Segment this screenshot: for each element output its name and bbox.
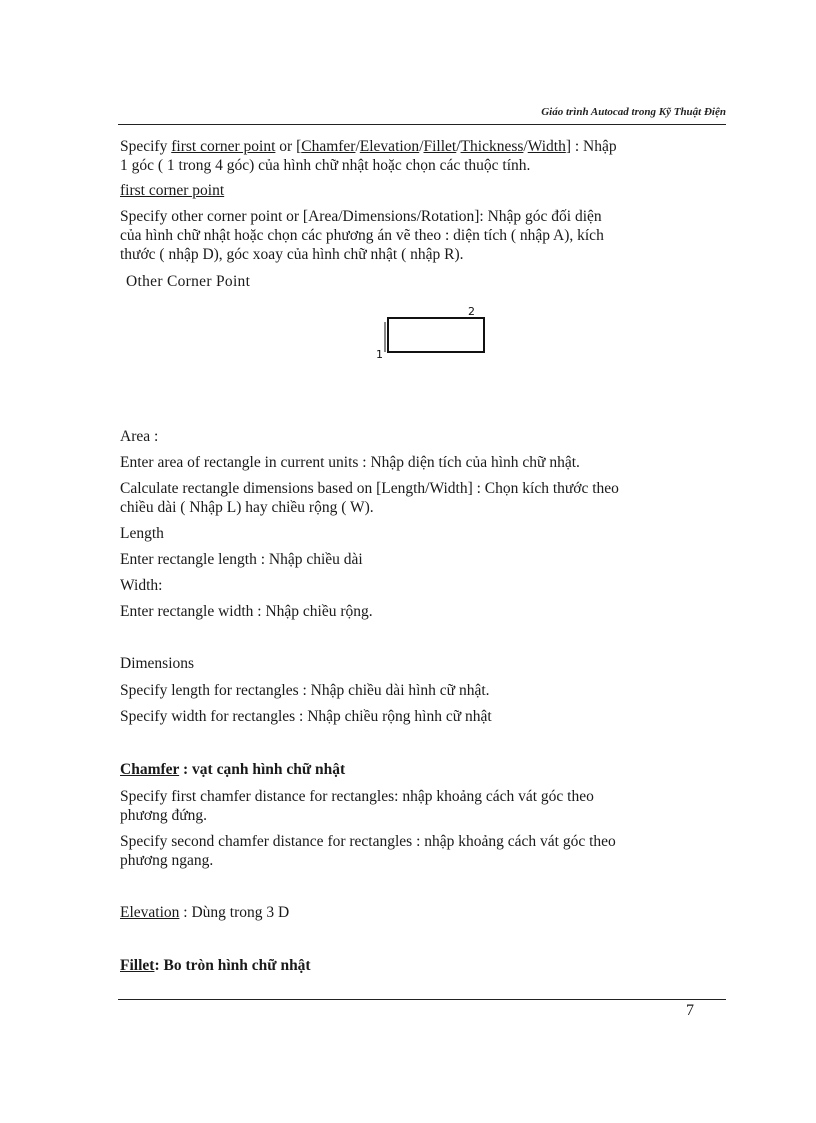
footer-rule [118, 999, 726, 1000]
paragraph-line: phương ngang. [120, 852, 214, 869]
elevation-description: : Dùng trong 3 D [179, 904, 290, 921]
fillet-title: Fillet [120, 957, 155, 974]
paragraph-line: Specify second chamfer distance for rectangles : nhập khoảng cách vát góc theo [120, 833, 616, 850]
fillet-description: : Bo tròn hình chữ nhật [154, 957, 311, 974]
header-title: Giáo trình Autocad trong Kỹ Thuật Điện [541, 106, 726, 118]
chamfer-description: : vạt cạnh hình chữ nhật [179, 761, 346, 778]
elevation-title: Elevation [120, 904, 180, 921]
link-first-corner-point: first corner point [171, 138, 276, 155]
paragraph-line: Enter rectangle width : Nhập chiều rộng. [120, 603, 373, 620]
paragraph-line: 1 góc ( 1 trong 4 góc) của hình chữ nhật hoặc chọn các thuộc tính. [120, 157, 531, 174]
subheading-area: Area : [120, 428, 159, 445]
subheading-first-corner-point: first corner point [120, 182, 225, 199]
section-fillet [120, 956, 730, 975]
section-chamfer [120, 760, 730, 779]
text: or [ [275, 138, 302, 155]
paragraph-line: Specify other corner point or [Area/Dimensions/Rotation]: Nhập góc đối diện [120, 208, 602, 225]
subheading-dimensions: Dimensions [120, 655, 195, 672]
option-width: Width [527, 138, 566, 155]
paragraph-line: phương đứng. [120, 807, 207, 824]
paragraph-line: Specify first chamfer distance for rectangles: nhập khoảng cách vát góc theo [120, 788, 594, 805]
text: ] : Nhập [565, 138, 617, 155]
option-thickness: Thickness [460, 138, 524, 155]
rectangle-shape [388, 318, 484, 352]
page-number: 7 [686, 1002, 694, 1019]
paragraph-specify-first-corner: Specify first corner point or [Chamfer/Elevation/Fillet/Thickness/Width] : Nhập [120, 138, 617, 155]
rectangle-diagram [372, 302, 492, 368]
chamfer-title: Chamfer [120, 761, 180, 778]
section-elevation [120, 903, 730, 922]
paragraph-line: thước ( nhập D), góc xoay của hình chữ nhật ( nhập R). [120, 246, 464, 263]
subheading-other-corner-point: Other Corner Point [126, 273, 251, 290]
paragraph-line: Enter area of rectangle in current units : Nhập diện tích của hình chữ nhật. [120, 454, 580, 471]
paragraph-line: Specify width for rectangles : Nhập chiều rộng hình cữ nhật [120, 708, 492, 725]
paragraph-line: Calculate rectangle dimensions based on [Length/Width] : Chọn kích thước theo [120, 480, 619, 497]
option-fillet: Fillet [423, 138, 457, 155]
header-rule [118, 124, 726, 125]
subheading-length: Length [120, 525, 164, 542]
paragraph-line: của hình chữ nhật hoặc chọn các phương án vẽ theo : diện tích ( nhập A), kích [120, 227, 604, 244]
paragraph-line: Specify length for rectangles : Nhập chiều dài hình cữ nhật. [120, 682, 490, 699]
paragraph-line: chiều dài ( Nhập L) hay chiều rộng ( W). [120, 499, 374, 516]
paragraph-line: Enter rectangle length : Nhập chiều dài [120, 551, 363, 568]
text: Specify [120, 138, 172, 155]
corner-label-2: 2 [468, 305, 475, 318]
option-elevation: Elevation [359, 138, 420, 155]
corner-label-1: 1 [376, 348, 383, 361]
subheading-width: Width: [120, 577, 163, 594]
option-chamfer: Chamfer [301, 138, 356, 155]
